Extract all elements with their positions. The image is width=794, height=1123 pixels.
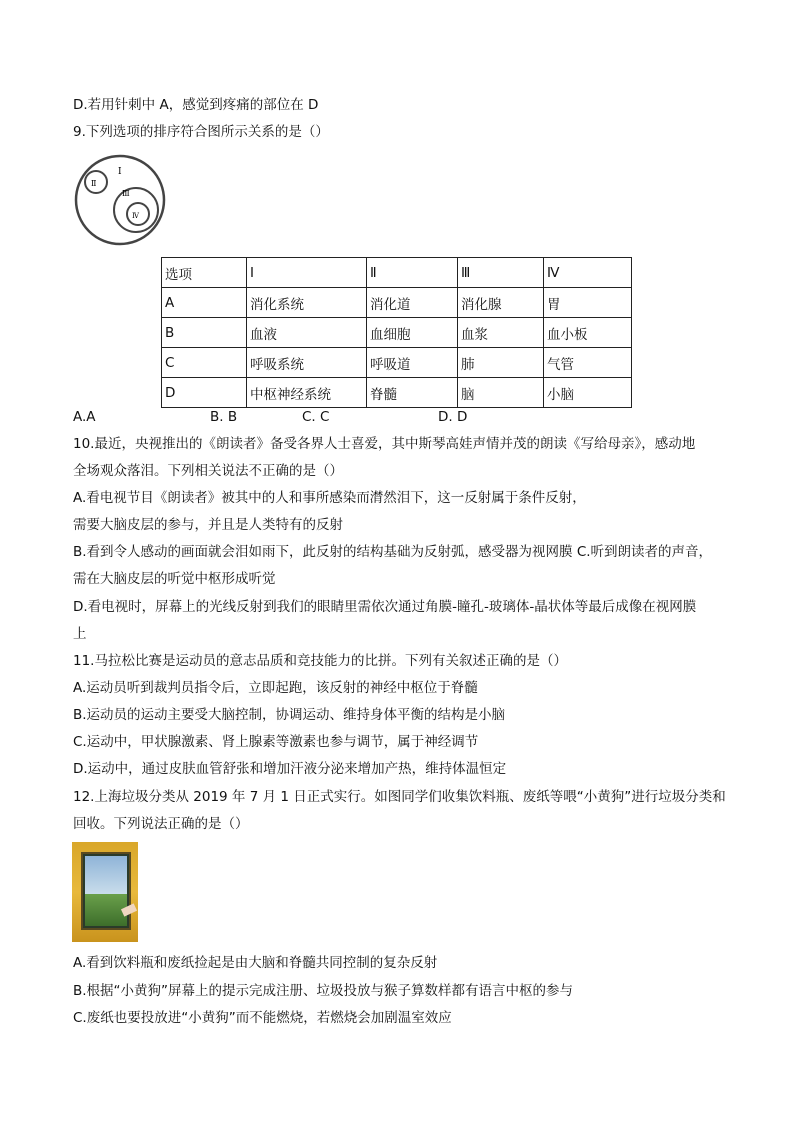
- venn-label-1: Ⅰ: [118, 167, 122, 177]
- q8-option-d: D.若用针刺中 A，感觉到疼痛的部位在 D: [73, 97, 319, 113]
- q9-answer-d: D. D: [438, 409, 468, 425]
- q12-stem-line2: 回收。下列说法正确的是（）: [73, 816, 249, 832]
- q12-stem-line1: 12.上海垃圾分类从 2019 年 7 月 1 日正式实行。如图同学们收集饮料瓶、废纸等喂“小黄狗”进行垃圾分类和: [73, 789, 726, 805]
- q11-option-d: D.运动中，通过皮肤血管舒张和增加汗液分泌来增加产热，维持体温恒定: [73, 761, 507, 777]
- table-row: [162, 288, 632, 318]
- table-header-cell: Ⅱ: [367, 258, 458, 288]
- table-cell: 血浆: [458, 318, 544, 348]
- table-header-row: [162, 258, 632, 288]
- table-cell: A: [162, 288, 247, 318]
- q10-option-d-line2: 上: [73, 626, 87, 642]
- q10-option-b-line2: 需在大脑皮层的听觉中枢形成听觉: [73, 571, 276, 587]
- table-cell: 血液: [247, 318, 367, 348]
- table-cell: 脑: [458, 378, 544, 408]
- q11-option-a: A.运动员听到裁判员指令后，立即起跑，该反射的神经中枢位于脊髓: [73, 680, 478, 696]
- table-cell: 呼吸系统: [247, 348, 367, 378]
- q10-stem-line1: 10.最近，央视推出的《朗读者》备受各界人士喜爱，其中斯琴高娃声情并茂的朗读《写给母亲》，感动地: [73, 436, 696, 452]
- table-cell: D: [162, 378, 247, 408]
- table-cell: B: [162, 318, 247, 348]
- q10-option-a-line2: 需要大脑皮层的参与，并且是人类特有的反射: [73, 517, 343, 533]
- venn-label-3: Ⅲ: [122, 189, 130, 198]
- table-header-cell: I: [247, 258, 367, 288]
- table-cell: 血小板: [544, 318, 632, 348]
- options-table: [161, 257, 632, 408]
- table-row: [162, 318, 632, 348]
- table-cell: 胃: [544, 288, 632, 318]
- table-cell: C: [162, 348, 247, 378]
- table-header-cell: Ⅲ: [458, 258, 544, 288]
- q10-stem-line2: 全场观众落泪。下列相关说法不正确的是（）: [73, 463, 343, 479]
- table-cell: 气管: [544, 348, 632, 378]
- q9-answer-c: C. C: [302, 409, 330, 425]
- table-cell: 血细胞: [367, 318, 458, 348]
- table-cell: 消化腺: [458, 288, 544, 318]
- q10-option-b-line1: B.看到令人感动的画面就会泪如雨下，此反射的结构基础为反射弧，感受器为视网膜 C.听到朗读者的声音，: [73, 544, 713, 560]
- venn-label-4: Ⅳ: [132, 212, 139, 220]
- table-header-cell: Ⅳ: [544, 258, 632, 288]
- q11-option-c: C.运动中，甲状腺激素、肾上腺素等激素也参与调节，属于神经调节: [73, 734, 479, 750]
- table-cell: 呼吸道: [367, 348, 458, 378]
- recycling-machine-photo: [72, 842, 138, 942]
- machine-screen: [81, 852, 131, 930]
- q10-option-d-line1: D.看电视时，屏幕上的光线反射到我们的眼睛里需依次通过角膜-瞳孔-玻璃体-晶状体等最后成像在视网膜: [73, 599, 697, 615]
- q9-answer-b: B. B: [210, 409, 238, 425]
- table-cell: 中枢神经系统: [247, 378, 367, 408]
- q11-stem: 11.马拉松比赛是运动员的意志品质和竞技能力的比拼。下列有关叙述正确的是（）: [73, 653, 567, 669]
- table-cell: 肺: [458, 348, 544, 378]
- q12-option-b: B.根据“小黄狗”屏幕上的提示完成注册、垃圾投放与猴子算数样都有语言中枢的参与: [73, 983, 574, 999]
- table-row: [162, 378, 632, 408]
- table-cell: 消化系统: [247, 288, 367, 318]
- q9-answer-a: A.A: [73, 409, 96, 425]
- venn-label-2: Ⅱ: [91, 179, 97, 188]
- q9-stem: 9.下列选项的排序符合图所示关系的是（）: [73, 124, 329, 140]
- table-header-cell: 选项: [162, 258, 247, 288]
- table-cell: 消化道: [367, 288, 458, 318]
- q12-option-c: C.废纸也要投放进“小黄狗”而不能燃烧，若燃烧会加剧温室效应: [73, 1010, 452, 1026]
- table-cell: 小脑: [544, 378, 632, 408]
- venn-diagram: [72, 152, 168, 248]
- table-cell: 脊髓: [367, 378, 458, 408]
- q12-option-a: A.看到饮料瓶和废纸捡起是由大脑和脊髓共同控制的复杂反射: [73, 955, 438, 971]
- table-row: [162, 348, 632, 378]
- q10-option-a-line1: A.看电视节目《朗读者》被其中的人和事所感染而潸然泪下，这一反射属于条件反射，: [73, 490, 586, 506]
- q11-option-b: B.运动员的运动主要受大脑控制，协调运动、维持身体平衡的结构是小脑: [73, 707, 506, 723]
